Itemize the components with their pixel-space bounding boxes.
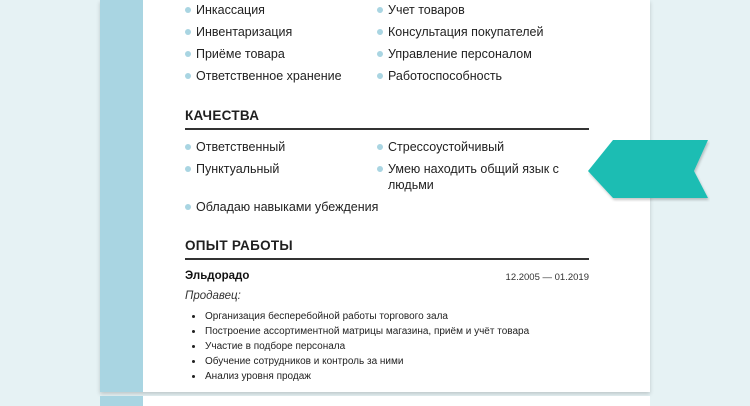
list-item: Ответственное хранение (185, 68, 381, 84)
bullet-dot-icon (185, 7, 191, 13)
list-item: Приёме товара (185, 46, 381, 62)
list-item: Пунктуальный (185, 161, 381, 177)
bullet-icon (192, 345, 195, 348)
bullet-dot-icon (185, 29, 191, 35)
list-item: Управление персоналом (377, 46, 600, 62)
bullet-dot-icon (185, 166, 191, 172)
bullet-dot-icon (377, 51, 383, 57)
next-page-edge (100, 396, 650, 406)
list-item: Обучение сотрудников и контроль за ними (185, 354, 589, 369)
accent-stripe (100, 0, 143, 392)
job-role: Продавец: (185, 290, 241, 302)
list-item: Анализ уровня продаж (185, 369, 589, 384)
bullet-dot-icon (185, 73, 191, 79)
list-item: Умею находить общий язык с людьми (377, 161, 563, 193)
list-item: Инвентаризация (185, 24, 381, 40)
qualities-heading: КАЧЕСТВА (185, 108, 589, 130)
bullet-icon (192, 315, 195, 318)
list-item: Учет товаров (377, 2, 600, 18)
bullet-icon (192, 360, 195, 363)
accent-stripe-next (100, 396, 143, 406)
bullet-icon (192, 330, 195, 333)
list-item: Участие в подборе персонала (185, 339, 589, 354)
job-dates: 12.2005 — 01.2019 (505, 272, 589, 283)
ribbon-bookmark-icon (588, 140, 710, 202)
list-item: Работоспособность (377, 68, 600, 84)
list-item: Ответственный (185, 139, 381, 155)
bullet-dot-icon (377, 166, 383, 172)
bullet-dot-icon (185, 51, 191, 57)
list-item: Построение ассортиментной матрицы магазина, приём и учёт товара (185, 324, 589, 339)
bullet-dot-icon (185, 204, 191, 210)
experience-heading: ОПЫТ РАБОТЫ (185, 238, 589, 260)
list-item: Обладаю навыками убеждения (185, 199, 381, 215)
bullet-dot-icon (377, 73, 383, 79)
list-item: Инкассация (185, 2, 381, 18)
bullet-dot-icon (377, 144, 383, 150)
list-item: Организация бесперебойной работы торгового зала (185, 309, 589, 324)
list-item: Консультация покупателей (377, 24, 600, 40)
list-item: Стрессоустойчивый (377, 139, 600, 155)
bullet-dot-icon (377, 29, 383, 35)
duties-list (185, 309, 589, 384)
bullet-dot-icon (377, 7, 383, 13)
company-name: Эльдорадо (185, 270, 250, 282)
bullet-icon (192, 375, 195, 378)
resume-page (100, 0, 650, 392)
bullet-dot-icon (185, 144, 191, 150)
